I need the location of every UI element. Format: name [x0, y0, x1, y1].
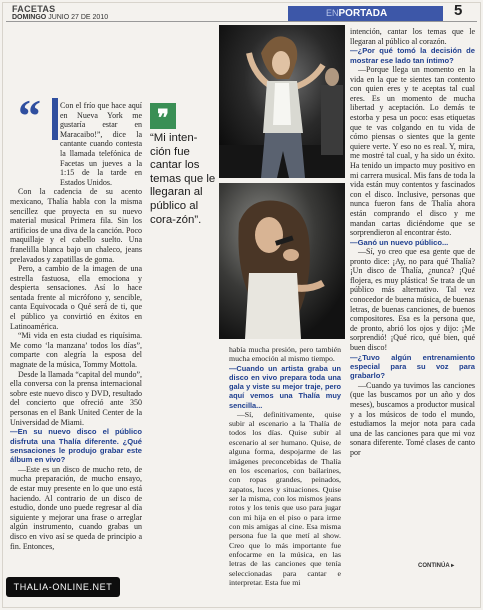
- interview-question: —Cuando un artista graba un disco en vivo prepara toda una gala y viste su mejor traje, pero aquí vemos una Thalía muy sencilla...: [229, 363, 341, 410]
- continua-label: CONTINÚA ▸: [418, 563, 455, 569]
- stage-photo-top-image: [219, 25, 345, 178]
- quote-icon: ❞: [150, 103, 176, 129]
- article-paragraph: —Este es un disco de mucho reto, de mucha preparación, de mucho ensayo, de estar muy presente en lo que uno está haciendo. Al contrario de un disco de estudio, donde uno puede regresar al día siguiente y mejorar una frase o arreglar algún instrumento, cuando grabas un disco en vivo así se queda de principio a fin. Entonces,: [10, 464, 142, 551]
- article-paragraph: “Mi vida en esta ciudad es riquísima. Me como ‘la manzana’ todos los días”, comparte con alegría la esposa del magnate de la música, Tommy Mottola.: [10, 331, 142, 370]
- article-paragraph: Desde la llamada “capital del mundo”, ella conversa con la prensa internacional sobre este nuevo disco y DVD, resultado del concierto que ofreció ante 350 personas en el Bank United Center de la Universidad de Miami.: [10, 369, 142, 427]
- article-paragraph: Con el frío que hace aquí en Nueva York me gustaría estar en Maracaibo!”, dice la cantante cuando contesta la llamada telefónica de Facetas un jueves a la 1:15 de la tarde en Estados Unidos.: [60, 101, 142, 187]
- interview-question: —Ganó un nuevo público...: [350, 237, 449, 247]
- article-paragraph: intención, cantar los temas que le llegaran al público al corazón.: [350, 27, 475, 46]
- stage-photo-bottom: [219, 183, 345, 339]
- section-banner: [288, 6, 443, 21]
- page-number: 5: [454, 2, 463, 19]
- interview-question: —¿Tuvo algún entrenamiento especial para su voz para grabarlo?: [350, 352, 475, 381]
- site-watermark: THALIA-ONLINE.NET: [6, 577, 120, 597]
- article-column-3: [350, 27, 475, 458]
- article-column-1: [10, 101, 142, 551]
- article-paragraph: —Sí, yo creo que esa gente que de pronto dice: ¡Ay, no para qué Thalía? ¡Un disco de Thalía, ¿nunca? ¡Qué flojera, es muy plástica! Se trata de un público más alternativo. Tal vez conocedor de buena música, de buenas letras, de buenas canciones, de buenos compositores. Esa es la persona que, de pronto, abrió los ojos y dijo: ¡Me sorprendió! ¡Qué rico, qué bien, qué buen disco!: [350, 247, 475, 353]
- section-prefix: EN: [326, 8, 339, 18]
- page-header: [6, 4, 477, 26]
- drop-quote-glyph: “: [18, 90, 41, 141]
- article-paragraph: Pero, a cambio de la imagen de una estrella fastuosa, ella emociona y despierta sensaciones. Así lo hace sentada frente al micrófono y, sencible, canta Equivocada o Qué será de ti, que el público ya convirtió en éxitos en Latinoamérica.: [10, 264, 142, 331]
- issue-date: [12, 14, 108, 21]
- article-paragraph: —Porque llega un momento en la vida en la que te sientes tan contento con quien eres y te aceptas tal cual eres. Es un momento de mucha libertad y aceptación. Lo demás te estorba y pesa un poco: esas etiquetas que te vas colgando en tu vida de cómo piensas o sientes que la gente quiere verte. Y eso no es real. Y, mira, me mostré tal cual, y ha sido un éxito. Ha tenido un impacto muy positivo en mi carrera musical. Mis fans de toda la vida están muy contentos y fascinados con el disco. Inclusive, personas que nunca fueron fans de Thalía ahora están comprando el disco y me mandan cartas diciéndome que se sorprendieron al encontrar ésto.: [350, 65, 475, 238]
- article-paragraph: había mucha presión, pero también mucha emoción al mismo tiempo.: [229, 345, 341, 364]
- article-paragraph: —Cuando ya tuvimos las canciones (que las buscamos por un año y dos meses), buscamos a productor musical y a los músicos de todo el mundo, estudiamos la mejor nota para cada una de las canciones para que mi voz sonara diferente. Tomé clases de canto por: [350, 380, 475, 457]
- stage-photo-top: [219, 25, 345, 178]
- pull-quote: “Mi inten-ción fue cantar los temas que le llegaran al público al cora-zón”.: [150, 132, 216, 226]
- header-rule: [6, 21, 477, 22]
- interview-question: —¿Por qué tomó la decisión de mostrar ese lado tan íntimo?: [350, 46, 475, 65]
- section-title: PORTADA: [338, 8, 388, 19]
- article-paragraph: —Sí, definitivamente, quise subir al escenario a la Thalía de todos los días. Quise subir al escenario al ser humano. Quise, de alguna forma, despojarme de las imágenes preconcebidas de Thalía en los escenarios, con bailarines, con ropas grandes, peinados, zapatos, luces y situaciones. Quise ser la misma, con los mismos jeans rotos y los tenis que uso para jugar con mi hija en el piso o para irme con mis amigas al cine. Esa misma persona fue la que metí al show. Creo que lo más importante fue enfocarme en la música, en las letras de las canciones que tenía seleccionadas para cantar e interpretar. Esta fue mi: [229, 409, 341, 588]
- article-column-2: [229, 345, 341, 588]
- issue-date-rest: JUNIO 27 DE 2010: [48, 14, 109, 21]
- interview-question: —En su nuevo disco el público disfruta una Thalía diferente. ¿Qué sensaciones le produjo grabar este álbum en vivo?: [10, 427, 142, 465]
- magazine-name: FACETAS: [12, 4, 56, 14]
- article-paragraph: Con la cadencia de su acento mexicano, Thalía habla con la misma sencillez que proyecta en su nuevo material musical Primera fila. Sin los artificios de una diva de la canción. Poco maquillaje y el cabello suelto. Una franelilla blanca bajo un chaleco, jeans prelavados y zapatillas de goma.: [10, 187, 142, 264]
- stage-photo-bottom-image: [219, 183, 345, 339]
- issue-day: DOMINGO: [12, 14, 47, 21]
